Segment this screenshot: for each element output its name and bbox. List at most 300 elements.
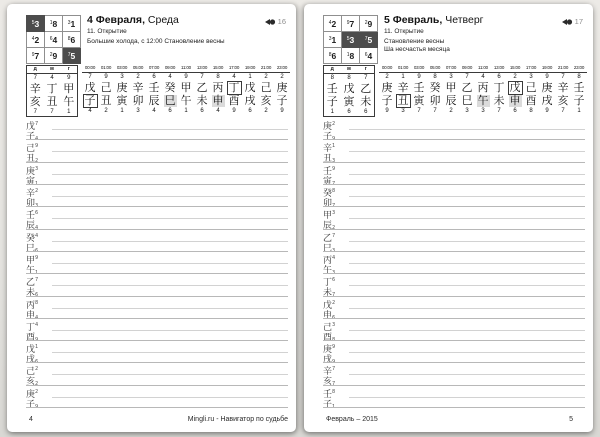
section-stem: 乙$^7$ [323, 232, 336, 244]
hour-time-cell: 01:00 [395, 65, 411, 73]
section-stem: 甲$^9$ [26, 254, 39, 266]
hour-time-cell: 07:00 [443, 65, 459, 73]
pillar-branch-cell: 未 [360, 95, 372, 108]
section-branch: 巳3 [323, 243, 336, 254]
flying-stars-row [324, 32, 378, 48]
hour-branch-cell [491, 94, 507, 107]
section-branch-number: 3 [332, 247, 336, 254]
hours-star-row [379, 73, 587, 82]
lunar-day-badge [562, 17, 583, 26]
star-small-number: 7 [67, 52, 71, 58]
section-stem-number: 2 [35, 366, 39, 373]
hour-time-cell: 03:00 [411, 65, 427, 73]
section-stem-number: 8 [332, 187, 336, 194]
section-midline [349, 352, 585, 353]
branch-glyph: 辰 [445, 93, 457, 107]
branch-glyph: 戌 [244, 93, 256, 107]
hour-number-cell: 4 [232, 74, 236, 80]
hour-number-cell: 2 [104, 108, 108, 114]
branch-glyph: 子 [276, 93, 288, 107]
stem-glyph: 己 [100, 80, 112, 94]
hour-section [323, 185, 585, 207]
page-footer [326, 416, 573, 423]
hour-time-cell: 01:00 [98, 65, 114, 73]
hour-section [26, 230, 288, 252]
hour-branch-cell [507, 94, 523, 107]
section-midline [349, 129, 585, 130]
section-stem: 丁$^6$ [323, 277, 336, 289]
hour-number-cell: 3 [481, 108, 485, 114]
section-branch-number: 7 [332, 381, 336, 388]
hour-branch-cell [194, 94, 210, 107]
pillar-number-cell: 7 [364, 75, 368, 81]
season-note [384, 38, 553, 54]
section-stem-number: 8 [332, 388, 336, 395]
stem-glyph: 乙 [461, 80, 473, 94]
stem-glyph: 癸 [164, 80, 176, 94]
section-stem-number: 6 [332, 277, 336, 284]
star-small-number: 2 [364, 20, 368, 26]
hours-time-row [82, 65, 290, 73]
hour-number-cell: 1 [577, 108, 581, 114]
section-branch-number: 2 [332, 225, 336, 232]
section-stem: 庚$^2$ [26, 388, 39, 400]
section-midline [349, 196, 585, 197]
flying-star-cell [63, 48, 81, 64]
section-stem: 己$^3$ [323, 321, 336, 333]
star-small-number: 8 [67, 36, 71, 42]
moon-phase-icon [562, 18, 573, 26]
pillar-number-cell: 4 [50, 75, 54, 81]
section-branch-number: 9 [35, 336, 39, 343]
hour-number-cell: 9 [104, 74, 108, 80]
flying-star-cell [27, 48, 45, 64]
hour-stem-cell [242, 81, 258, 94]
hours-table [82, 65, 290, 115]
page-footer [29, 416, 288, 423]
star-big-number: 3 [34, 19, 40, 29]
section-stem: 癸$^8$ [323, 187, 336, 199]
hour-stem-cell [194, 81, 210, 94]
hour-section [323, 230, 585, 252]
stem-glyph: 辛 [557, 80, 569, 94]
section-stem: 辛$^7$ [323, 366, 336, 378]
hour-section [26, 386, 288, 408]
section-branch: 丑2 [26, 154, 39, 165]
flying-stars-grid [26, 15, 81, 64]
section-branch-number: 2 [35, 158, 39, 165]
star-big-number: 6 [70, 35, 76, 45]
section-branch: 寅1 [26, 176, 39, 187]
star-small-number: 9 [346, 20, 350, 26]
hour-section [323, 207, 585, 232]
section-midline [52, 263, 288, 264]
stem-glyph: 壬 [413, 80, 425, 94]
star-big-number: 2 [34, 35, 40, 45]
hour-branch-cell [258, 94, 274, 107]
hour-stem-cell [258, 81, 274, 94]
hour-number-cell: 4 [481, 74, 485, 80]
hour-time-cell: 19:00 [242, 65, 258, 73]
section-branch-number: 7 [332, 202, 336, 209]
section-stem: 庚$^3$ [26, 165, 39, 177]
hour-section [26, 140, 288, 165]
hour-number-cell: 8 [433, 74, 437, 80]
star-big-number: 2 [331, 19, 337, 29]
star-big-number: 5 [367, 35, 373, 45]
hour-time-cell: 13:00 [491, 65, 507, 73]
section-stem: 丁$^4$ [26, 321, 39, 333]
hour-time-cell: 00:00 [379, 65, 395, 73]
hour-stem-cell [427, 81, 443, 94]
pillar-header-cell: г [61, 66, 78, 74]
branch-glyph: 午 [180, 93, 192, 107]
hour-stem-cell [459, 81, 475, 94]
branch-glyph: 酉 [525, 93, 537, 107]
hour-stem-cell [114, 81, 130, 94]
season-line: Ша несчастья месяца [384, 46, 450, 53]
pillar-branch-cell: 丑 [46, 95, 58, 108]
section-stem: 癸$^4$ [26, 232, 39, 244]
section-stem: 壬$^8$ [323, 388, 336, 400]
stem-glyph: 丁 [228, 80, 240, 94]
hours-table [379, 65, 587, 115]
hour-number-cell: 9 [280, 108, 284, 114]
flying-star-cell [360, 32, 378, 48]
hour-time-cell: 09:00 [459, 65, 475, 73]
hour-number-cell: 9 [417, 74, 421, 80]
hour-time-cell: 11:00 [475, 65, 491, 73]
section-branch-number: 6 [35, 359, 39, 366]
star-small-number: 5 [31, 20, 35, 26]
hour-number-cell: 7 [497, 108, 501, 114]
star-small-number: 3 [328, 36, 332, 42]
flying-star-cell [27, 32, 45, 48]
weekday-label: Среда [144, 14, 179, 26]
section-midline [52, 330, 288, 331]
hour-branch-cell [82, 94, 98, 107]
branch-glyph: 子 [381, 93, 393, 107]
pillar-branch-cell: 亥 [29, 95, 41, 108]
hour-stem-cell [210, 81, 226, 94]
season-note [87, 38, 256, 46]
hour-time-cell: 03:00 [114, 65, 130, 73]
section-midline [52, 241, 288, 242]
hour-sections [26, 118, 288, 408]
hour-time-cell: 00:00 [82, 65, 98, 73]
section-stem-number: 7 [35, 121, 39, 127]
section-branch-number: 2 [35, 381, 39, 388]
hour-branch-cell [427, 94, 443, 107]
hour-number-cell: 4 [216, 108, 220, 114]
section-midline [52, 374, 288, 375]
hour-number-cell: 7 [433, 108, 437, 114]
section-branch: 午3 [323, 265, 336, 276]
hour-number-cell: 7 [417, 108, 421, 114]
hour-branch-cell [411, 94, 427, 107]
section-branch: 申4 [26, 310, 39, 321]
hour-stem-cell [274, 81, 290, 94]
hour-branch-cell [162, 94, 178, 107]
section-stem-number: 2 [35, 388, 39, 395]
branch-glyph: 未 [196, 93, 208, 107]
section-midline [349, 330, 585, 331]
star-big-number: 9 [52, 51, 58, 61]
hour-number-cell: 3 [465, 108, 469, 114]
section-branch: 子1 [323, 399, 336, 410]
star-small-number: 1 [49, 20, 53, 26]
stem-glyph: 壬 [148, 80, 160, 94]
star-big-number: 7 [34, 51, 40, 61]
pillar-header-cell: м [341, 66, 358, 74]
section-stem-number: 7 [35, 277, 39, 284]
stem-glyph: 辛 [397, 80, 409, 94]
hour-number-cell: 4 [88, 108, 92, 114]
hour-section [26, 252, 288, 274]
hour-time-cell: 09:00 [162, 65, 178, 73]
section-branch-number: 1 [35, 269, 39, 276]
stem-glyph: 庚 [381, 80, 393, 94]
branch-glyph: 丑 [397, 93, 409, 107]
hour-number-cell: 2 [385, 74, 389, 80]
flying-star-cell [324, 32, 342, 48]
branch-glyph: 酉 [228, 93, 240, 107]
hour-branch-cell [443, 94, 459, 107]
branch-glyph: 辰 [148, 93, 160, 107]
section-midline [52, 196, 288, 197]
section-stem-number: 6 [35, 210, 39, 217]
bazi-table [323, 65, 587, 117]
flying-star-cell [63, 32, 81, 48]
hour-number-cell: 3 [401, 108, 405, 114]
date-label: 4 Февраля, [87, 14, 145, 26]
hour-number-cell: 2 [449, 108, 453, 114]
date-label: 5 Февраль, [384, 14, 443, 26]
hour-number-cell: 9 [545, 74, 549, 80]
star-small-number: 2 [49, 52, 53, 58]
stem-glyph: 丙 [477, 80, 489, 94]
section-midline [52, 129, 288, 130]
flying-star-cell [45, 32, 63, 48]
stem-glyph: 庚 [276, 80, 288, 94]
pillar-stem-cell: 乙 [360, 82, 372, 95]
hour-number-cell: 2 [280, 74, 284, 80]
section-stem-number: 9 [35, 143, 39, 150]
hour-section [323, 140, 585, 165]
hour-number-cell: 9 [385, 108, 389, 114]
hour-branch-cell [114, 94, 130, 107]
section-branch: 卯3 [26, 198, 39, 209]
section-branch-number: 6 [35, 247, 39, 254]
pillars-star-row [324, 74, 375, 83]
hour-branch-cell [555, 94, 571, 107]
stem-glyph: 戊 [509, 80, 521, 94]
pillar-number-cell: 9 [67, 75, 71, 81]
hour-time-cell: 23:00 [274, 65, 290, 73]
hour-time-cell: 17:00 [523, 65, 539, 73]
hour-branch-cell [226, 94, 242, 107]
star-big-number: 1 [331, 35, 337, 45]
section-stem-number: 3 [35, 165, 39, 172]
hour-sections [323, 118, 585, 408]
day-officer-label: 11. Открытие [87, 28, 127, 35]
hour-number-cell: 1 [248, 74, 252, 80]
hour-number-cell: 4 [168, 74, 172, 80]
section-midline [349, 174, 585, 175]
hour-time-cell: 05:00 [427, 65, 443, 73]
hour-time-cell: 21:00 [555, 65, 571, 73]
hour-stem-cell [571, 81, 587, 94]
hour-number-cell: 7 [200, 74, 204, 80]
star-small-number: 5 [346, 36, 350, 42]
section-branch-number: 3 [332, 158, 336, 165]
section-branch: 子9 [323, 132, 336, 142]
hour-section [323, 274, 585, 299]
stem-glyph: 己 [525, 80, 537, 94]
season-line: Становление весны [384, 38, 445, 45]
star-small-number: 1 [346, 52, 350, 58]
section-stem-number: 9 [332, 344, 336, 351]
footer-page-number: 4 [29, 416, 33, 423]
pillar-number-cell: 1 [67, 109, 71, 115]
flying-star-cell [45, 16, 63, 32]
hour-time-cell: 07:00 [146, 65, 162, 73]
section-branch: 辰4 [26, 221, 39, 232]
branch-glyph: 子 [84, 93, 96, 107]
stem-glyph: 甲 [180, 80, 192, 94]
section-branch: 丑3 [323, 154, 336, 165]
branch-glyph: 申 [212, 93, 224, 107]
section-branch: 午1 [26, 265, 39, 276]
section-branch-number: 6 [332, 314, 336, 321]
hour-section [26, 207, 288, 232]
hour-stem-cell [395, 81, 411, 94]
hour-section [323, 386, 585, 408]
hour-number-cell: 6 [497, 74, 501, 80]
pillar-header-cell: г [358, 66, 375, 74]
branch-glyph: 巳 [461, 93, 473, 107]
hour-section [323, 118, 585, 140]
hour-stem-cell [555, 81, 571, 94]
flying-stars-row [27, 32, 81, 48]
section-branch: 未7 [323, 288, 336, 299]
section-branch-number: 3 [332, 269, 336, 276]
hours-star-row-bottom [379, 107, 587, 115]
hour-stem-cell [411, 81, 427, 94]
flying-star-cell [360, 16, 378, 32]
section-stem-number: 8 [35, 299, 39, 306]
section-midline [52, 308, 288, 309]
flying-star-cell [63, 16, 81, 32]
hour-number-cell: 6 [152, 74, 156, 80]
branch-glyph: 戌 [541, 93, 553, 107]
section-stem-number: 2 [332, 121, 336, 127]
section-midline [52, 352, 288, 353]
hour-number-cell: 3 [449, 74, 453, 80]
section-stem-number: 2 [35, 187, 39, 194]
star-small-number: 7 [364, 36, 368, 42]
pillars-star-row-bottom [27, 108, 78, 117]
hour-stem-cell [146, 81, 162, 94]
branch-glyph: 丑 [100, 93, 112, 107]
branch-glyph: 午 [477, 93, 489, 107]
hour-number-cell: 1 [184, 108, 188, 114]
section-branch-number: 9 [35, 403, 39, 410]
section-branch-number: 1 [35, 180, 39, 187]
pillars-table [26, 65, 78, 117]
page-header [87, 15, 256, 46]
pillar-branch-cell: 寅 [343, 95, 355, 108]
section-stem: 甲$^3$ [323, 210, 336, 222]
pillar-branch-cell: 子 [326, 95, 338, 108]
section-stem: 己$^2$ [26, 366, 39, 378]
pillar-number-cell: 7 [33, 109, 37, 115]
hour-time-cell: 15:00 [210, 65, 226, 73]
section-stem: 壬$^6$ [26, 210, 39, 222]
hour-number-cell: 2 [264, 108, 268, 114]
pillar-header-cell: д [324, 66, 341, 74]
star-big-number: 6 [331, 51, 337, 61]
section-branch-number: 8 [332, 336, 336, 343]
pillars-table [323, 65, 375, 117]
hour-branch-cell [242, 94, 258, 107]
hour-section [323, 252, 585, 274]
hour-number-cell: 2 [264, 74, 268, 80]
stem-glyph: 乙 [196, 80, 208, 94]
star-big-number: 9 [367, 19, 373, 29]
hour-time-cell: 13:00 [194, 65, 210, 73]
pillar-number-cell: 8 [347, 75, 351, 81]
star-small-number: 4 [31, 36, 35, 42]
star-big-number: 4 [52, 35, 58, 45]
section-stem-number: 9 [332, 165, 336, 172]
hour-branch-cell [395, 94, 411, 107]
section-branch: 辰2 [323, 221, 336, 232]
hour-branch-cell [523, 94, 539, 107]
hour-branch-cell [539, 94, 555, 107]
section-stem: 丙$^8$ [26, 299, 39, 311]
hour-number-cell: 2 [513, 74, 517, 80]
hours-branch-row [82, 94, 290, 107]
star-big-number: 1 [70, 19, 76, 29]
section-stem: 庚$^2$ [323, 121, 336, 132]
season-line: Большие холода, с 12:00 Становление весны [87, 38, 225, 45]
flying-stars-row [324, 16, 378, 32]
hour-section [26, 363, 288, 388]
flying-star-cell [342, 48, 360, 64]
section-midline [52, 218, 288, 219]
flying-star-cell [324, 48, 342, 64]
section-stem-number: 9 [35, 254, 39, 261]
section-stem-number: 4 [35, 321, 39, 328]
pillar-stem-cell: 壬 [326, 82, 338, 95]
hours-stem-row [82, 81, 290, 94]
pillar-number-cell: 1 [330, 109, 334, 115]
star-big-number: 8 [52, 19, 58, 29]
star-big-number: 5 [70, 51, 76, 61]
hour-time-cell: 15:00 [507, 65, 523, 73]
star-small-number: 9 [31, 52, 35, 58]
section-stem: 壬$^9$ [323, 165, 336, 177]
section-branch-number: 4 [35, 225, 39, 232]
section-branch: 寅7 [323, 176, 336, 187]
section-stem-number: 7 [332, 366, 336, 373]
stem-glyph: 庚 [116, 80, 128, 94]
hour-stem-cell [98, 81, 114, 94]
star-small-number: 4 [328, 20, 332, 26]
hour-number-cell: 2 [136, 74, 140, 80]
section-branch-number: 3 [35, 202, 39, 209]
